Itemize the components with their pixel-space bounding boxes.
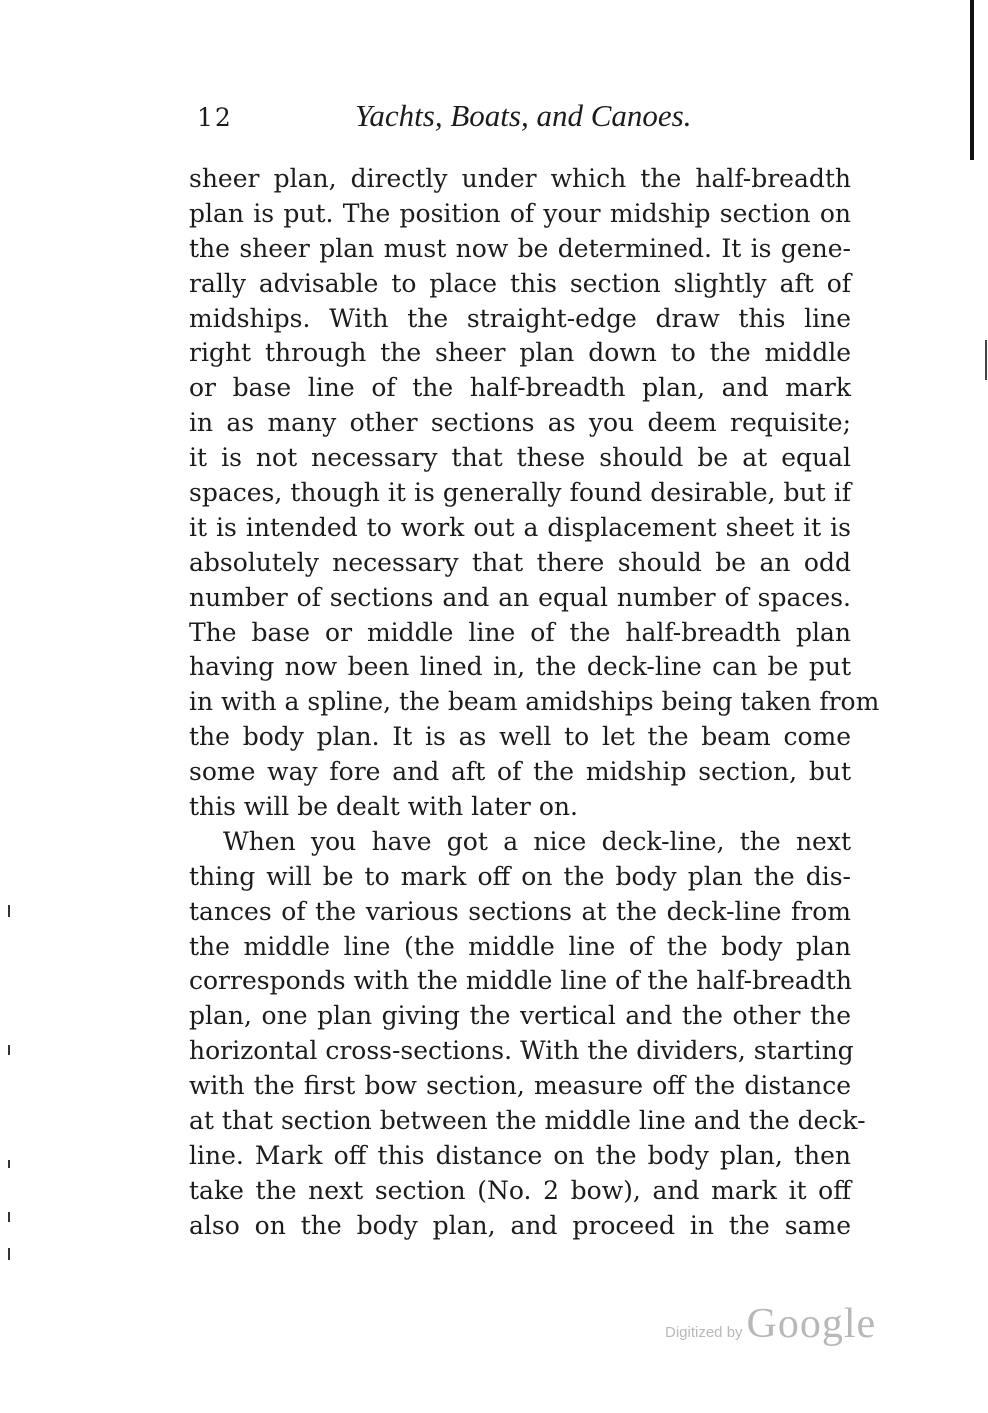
paragraph-1 (189, 162, 880, 825)
text-line: midships. With the straight-edge draw this line (189, 303, 851, 333)
body-text (189, 162, 880, 1244)
page-number: 12 (197, 103, 233, 132)
text-line: it is not necessary that these should be at equal (189, 443, 851, 473)
text-line: plan, one plan giving the vertical and the other the (189, 1001, 851, 1031)
text-line: having now been lined in, the deck-line can be put (189, 652, 851, 682)
google-logo: Google (746, 1301, 877, 1347)
text-line: this will be dealt with later on. (189, 792, 578, 822)
text-line: or base line of the half-breadth plan, and mark (189, 373, 851, 403)
text-line: the sheer plan must now be determined. It is gene- (189, 233, 851, 263)
watermark-prefix: Digitized by (665, 1324, 743, 1341)
text-line: the body plan. It is as well to let the beam come (189, 722, 851, 752)
text-line: right through the sheer plan down to the middle (189, 338, 851, 368)
text-line: corresponds with the middle line of the half-breadth (189, 966, 852, 996)
text-line: horizontal cross-sections. With the dividers, starting (189, 1036, 854, 1066)
text-line: the middle line (the middle line of the body plan (189, 931, 851, 961)
margin-tick (8, 1160, 10, 1168)
text-line: some way fore and aft of the midship section, but (189, 757, 851, 787)
binding-edge-mark (985, 340, 987, 380)
text-line: line. Mark off this distance on the body plan, then (189, 1140, 851, 1170)
binding-edge-shadow (970, 0, 974, 160)
text-line: in as many other sections as you deem requisite; (189, 408, 851, 438)
text-line: rally advisable to place this section slightly aft of (189, 268, 851, 298)
margin-tick (8, 1045, 10, 1055)
margin-tick (8, 1212, 10, 1222)
margin-tick (8, 905, 10, 917)
text-line: with the first bow section, measure off the distance (189, 1071, 851, 1101)
text-line: absolutely necessary that there should be an odd (189, 547, 851, 577)
paragraph-2 (189, 825, 866, 1244)
text-line: When you have got a nice deck-line, the next (223, 826, 851, 856)
text-line: at that section between the middle line and the deck- (189, 1106, 866, 1136)
text-line: in with a spline, the beam amidships being taken from (189, 687, 880, 717)
margin-tick (8, 1248, 10, 1260)
text-line: take the next section (No. 2 bow), and mark it off (189, 1175, 851, 1205)
text-line: also on the body plan, and proceed in the same (189, 1210, 851, 1240)
text-line: plan is put. The position of your midship section on (189, 198, 851, 228)
text-line: sheer plan, directly under which the half-breadth (189, 164, 851, 193)
text-line: The base or middle line of the half-breadth plan (189, 617, 851, 647)
digitized-by-google-watermark (665, 1300, 876, 1350)
text-line: thing will be to mark off on the body plan the dis- (189, 861, 851, 891)
running-title: Yachts, Boats, and Canoes. (355, 98, 692, 133)
text-line: spaces, though it is generally found desirable, but if (189, 478, 851, 508)
text-line: tances of the various sections at the deck-line from (189, 896, 851, 926)
text-line: it is intended to work out a displacement sheet it is (189, 512, 851, 542)
text-line: number of sections and an equal number of spaces. (189, 582, 851, 612)
